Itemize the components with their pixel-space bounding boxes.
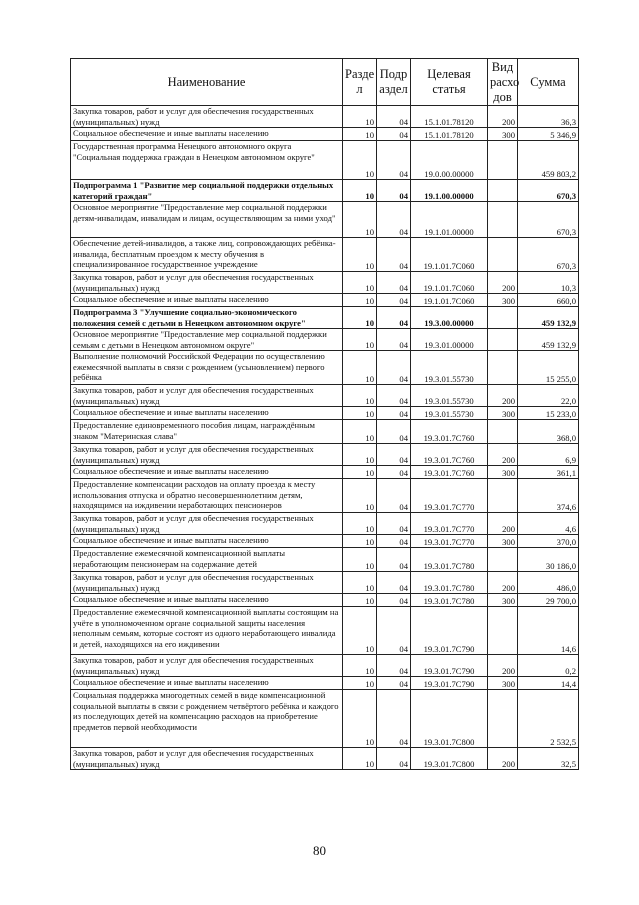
cell-name: Социальное обеспечение и иные выплаты населению: [71, 294, 343, 307]
cell-subsection: 04: [377, 272, 411, 294]
cell-article: 19.3.01.7С760: [411, 444, 488, 466]
cell-section: 10: [343, 748, 377, 770]
cell-subsection: 04: [377, 479, 411, 513]
cell-name: Основное мероприятие "Предоставление мер социальной поддержки семьям с детьми в Ненецком автономном округе": [71, 329, 343, 351]
cell-sum: 370,0: [518, 535, 579, 548]
cell-kind: 200: [488, 272, 518, 294]
cell-subsection: 04: [377, 535, 411, 548]
cell-article: 19.1.00.00000: [411, 180, 488, 202]
table-row: [71, 294, 579, 307]
cell-kind: 300: [488, 128, 518, 141]
cell-kind: [488, 548, 518, 572]
cell-kind: 200: [488, 748, 518, 770]
cell-subsection: 04: [377, 202, 411, 238]
cell-section: 10: [343, 444, 377, 466]
cell-subsection: 04: [377, 294, 411, 307]
cell-section: 10: [343, 180, 377, 202]
cell-name: Предоставление единовременного пособия лицам, награждённым знаком "Материнская слава": [71, 420, 343, 444]
cell-section: 10: [343, 307, 377, 329]
cell-section: 10: [343, 513, 377, 535]
cell-sum: 32,5: [518, 748, 579, 770]
cell-name: Социальное обеспечение и иные выплаты населению: [71, 128, 343, 141]
cell-article: 15.1.01.78120: [411, 128, 488, 141]
page-number: 80: [313, 843, 326, 858]
cell-kind: [488, 420, 518, 444]
cell-sum: 4,6: [518, 513, 579, 535]
cell-subsection: 04: [377, 594, 411, 607]
cell-article: 19.3.01.7С790: [411, 655, 488, 677]
cell-sum: 670,3: [518, 202, 579, 238]
cell-subsection: 04: [377, 180, 411, 202]
table-row: [71, 748, 579, 770]
cell-section: 10: [343, 690, 377, 748]
cell-subsection: 04: [377, 655, 411, 677]
cell-kind: 300: [488, 594, 518, 607]
table-row: [71, 535, 579, 548]
cell-kind: 200: [488, 572, 518, 594]
cell-name: Социальное обеспечение и иные выплаты населению: [71, 407, 343, 420]
cell-name: Социальное обеспечение и иные выплаты населению: [71, 594, 343, 607]
table-row: [71, 572, 579, 594]
cell-section: 10: [343, 106, 377, 128]
cell-article: 19.3.01.7С800: [411, 690, 488, 748]
table-row: [71, 329, 579, 351]
cell-subsection: 04: [377, 690, 411, 748]
cell-name: Предоставление ежемесячной компенсационной выплаты состоящим на учёте в уполномоченном органе социальной защиты населения неполным семьям, которые состоят из одного неработающего инвалида и детей, находящихся на его иждивении: [71, 607, 343, 655]
cell-article: 19.3.01.7С770: [411, 479, 488, 513]
cell-section: 10: [343, 351, 377, 385]
header-sum: Сумма: [518, 59, 579, 106]
budget-table: [70, 58, 579, 770]
cell-article: 19.3.01.7С760: [411, 466, 488, 479]
cell-sum: 2 532,5: [518, 690, 579, 748]
cell-section: 10: [343, 294, 377, 307]
table-row: [71, 655, 579, 677]
cell-kind: [488, 202, 518, 238]
cell-name: Подпрограмма 1 "Развитие мер социальной поддержки отдельных категорий граждан": [71, 180, 343, 202]
cell-section: 10: [343, 607, 377, 655]
cell-article: 19.3.01.7С800: [411, 748, 488, 770]
table-row: [71, 202, 579, 238]
cell-sum: 486,0: [518, 572, 579, 594]
cell-subsection: 04: [377, 141, 411, 180]
cell-name: Закупка товаров, работ и услуг для обеспечения государственных (муниципальных) нужд: [71, 572, 343, 594]
table-body: [71, 106, 579, 770]
table-row: [71, 407, 579, 420]
cell-article: 19.3.01.7С760: [411, 420, 488, 444]
cell-article: 19.3.01.7С780: [411, 572, 488, 594]
cell-subsection: 04: [377, 444, 411, 466]
cell-name: Подпрограмма 3 "Улучшение социально-экономического положения семей с детьми в Ненецком автономном округе": [71, 307, 343, 329]
cell-kind: [488, 607, 518, 655]
table-row: [71, 238, 579, 272]
cell-article: 19.3.01.7С790: [411, 677, 488, 690]
cell-section: 10: [343, 141, 377, 180]
cell-article: 19.3.01.7С780: [411, 548, 488, 572]
cell-name: Закупка товаров, работ и услуг для обеспечения государственных (муниципальных) нужд: [71, 385, 343, 407]
header-article: Целевая статья: [411, 59, 488, 106]
cell-article: 19.3.01.55730: [411, 385, 488, 407]
cell-section: 10: [343, 385, 377, 407]
cell-sum: 459 132,9: [518, 329, 579, 351]
header-subsection: Подр аздел: [377, 59, 411, 106]
cell-section: 10: [343, 238, 377, 272]
cell-kind: [488, 479, 518, 513]
cell-sum: 459 132,9: [518, 307, 579, 329]
cell-section: 10: [343, 272, 377, 294]
cell-sum: 14,6: [518, 607, 579, 655]
table-row: [71, 420, 579, 444]
cell-article: 19.3.01.7С770: [411, 513, 488, 535]
cell-subsection: 04: [377, 513, 411, 535]
cell-kind: 200: [488, 655, 518, 677]
cell-article: 15.1.01.78120: [411, 106, 488, 128]
table-row: [71, 385, 579, 407]
cell-name: Закупка товаров, работ и услуг для обеспечения государственных (муниципальных) нужд: [71, 272, 343, 294]
cell-sum: 374,6: [518, 479, 579, 513]
cell-article: 19.3.01.7С780: [411, 594, 488, 607]
cell-article: 19.3.01.7С770: [411, 535, 488, 548]
cell-kind: 300: [488, 677, 518, 690]
cell-article: 19.1.01.7С060: [411, 272, 488, 294]
cell-article: 19.0.00.00000: [411, 141, 488, 180]
cell-kind: 200: [488, 444, 518, 466]
cell-kind: [488, 238, 518, 272]
cell-sum: 670,3: [518, 180, 579, 202]
cell-kind: 200: [488, 513, 518, 535]
cell-name: Социальное обеспечение и иные выплаты населению: [71, 677, 343, 690]
cell-name: Обеспечение детей-инвалидов, а также лиц, сопровождающих ребёнка-инвалида, бесплатным проездом к месту обучения в специализированное государственное учреждение: [71, 238, 343, 272]
table-row: [71, 106, 579, 128]
cell-subsection: 04: [377, 128, 411, 141]
cell-subsection: 04: [377, 351, 411, 385]
cell-name: Выполнение полномочий Российской Федерации по осуществлению ежемесячной выплаты в связи с рождением (усыновлением) первого ребёнка: [71, 351, 343, 385]
cell-subsection: 04: [377, 748, 411, 770]
cell-article: 19.3.01.00000: [411, 329, 488, 351]
table-row: [71, 466, 579, 479]
cell-sum: 29 700,0: [518, 594, 579, 607]
table-row: [71, 513, 579, 535]
cell-subsection: 04: [377, 548, 411, 572]
cell-article: 19.3.01.7С790: [411, 607, 488, 655]
cell-section: 10: [343, 479, 377, 513]
cell-kind: 300: [488, 294, 518, 307]
cell-name: Предоставление ежемесячной компенсационной выплаты неработающим пенсионерам на содержание детей: [71, 548, 343, 572]
table-row: [71, 548, 579, 572]
header-name: Наименование: [71, 59, 343, 106]
table-row: [71, 180, 579, 202]
cell-section: 10: [343, 535, 377, 548]
cell-sum: 36,3: [518, 106, 579, 128]
table-row: [71, 272, 579, 294]
table-row: [71, 594, 579, 607]
cell-name: Закупка товаров, работ и услуг для обеспечения государственных (муниципальных) нужд: [71, 106, 343, 128]
table-row: [71, 128, 579, 141]
cell-kind: [488, 351, 518, 385]
cell-sum: 5 346,9: [518, 128, 579, 141]
cell-section: 10: [343, 407, 377, 420]
cell-article: 19.1.01.00000: [411, 202, 488, 238]
cell-sum: 15 255,0: [518, 351, 579, 385]
cell-sum: 361,1: [518, 466, 579, 479]
cell-section: 10: [343, 202, 377, 238]
cell-name: Основное мероприятие "Предоставление мер социальной поддержки детям-инвалидам, инвалидам и лицам, осуществляющим за ними уход": [71, 202, 343, 238]
table-row: [71, 307, 579, 329]
cell-sum: 10,3: [518, 272, 579, 294]
cell-sum: 22,0: [518, 385, 579, 407]
cell-subsection: 04: [377, 106, 411, 128]
table-row: [71, 677, 579, 690]
cell-section: 10: [343, 128, 377, 141]
cell-article: 19.3.01.55730: [411, 407, 488, 420]
cell-article: 19.1.01.7С060: [411, 238, 488, 272]
cell-section: 10: [343, 594, 377, 607]
cell-sum: 6,9: [518, 444, 579, 466]
cell-article: 19.3.01.55730: [411, 351, 488, 385]
cell-sum: 368,0: [518, 420, 579, 444]
cell-sum: 670,3: [518, 238, 579, 272]
cell-kind: 300: [488, 535, 518, 548]
cell-subsection: 04: [377, 329, 411, 351]
cell-article: 19.1.01.7С060: [411, 294, 488, 307]
cell-subsection: 04: [377, 677, 411, 690]
cell-kind: [488, 307, 518, 329]
cell-name: Закупка товаров, работ и услуг для обеспечения государственных (муниципальных) нужд: [71, 513, 343, 535]
table-row: [71, 607, 579, 655]
cell-kind: 200: [488, 106, 518, 128]
cell-subsection: 04: [377, 420, 411, 444]
table-row: [71, 351, 579, 385]
cell-section: 10: [343, 548, 377, 572]
table-row: [71, 141, 579, 180]
cell-subsection: 04: [377, 385, 411, 407]
cell-sum: 0,2: [518, 655, 579, 677]
cell-sum: 660,0: [518, 294, 579, 307]
cell-sum: 459 803,2: [518, 141, 579, 180]
cell-kind: [488, 329, 518, 351]
cell-subsection: 04: [377, 466, 411, 479]
cell-name: Социальная поддержка многодетных семей в виде компенсационной социальной выплаты в связи с рождением четвёртого ребёнка и каждого из последующих детей на компенсацию расходов на приобретение предметов первой необходимости: [71, 690, 343, 748]
cell-name: Закупка товаров, работ и услуг для обеспечения государственных (муниципальных) нужд: [71, 444, 343, 466]
cell-kind: [488, 690, 518, 748]
cell-section: 10: [343, 329, 377, 351]
cell-section: 10: [343, 420, 377, 444]
cell-section: 10: [343, 655, 377, 677]
cell-subsection: 04: [377, 607, 411, 655]
cell-sum: 15 233,0: [518, 407, 579, 420]
cell-sum: 14,4: [518, 677, 579, 690]
cell-subsection: 04: [377, 572, 411, 594]
cell-subsection: 04: [377, 407, 411, 420]
cell-name: Закупка товаров, работ и услуг для обеспечения государственных (муниципальных) нужд: [71, 748, 343, 770]
cell-kind: 200: [488, 385, 518, 407]
table-row: [71, 479, 579, 513]
cell-kind: [488, 141, 518, 180]
cell-subsection: 04: [377, 238, 411, 272]
cell-subsection: 04: [377, 307, 411, 329]
cell-kind: 300: [488, 407, 518, 420]
cell-article: 19.3.00.00000: [411, 307, 488, 329]
cell-sum: 30 186,0: [518, 548, 579, 572]
cell-kind: [488, 180, 518, 202]
cell-name: Социальное обеспечение и иные выплаты населению: [71, 466, 343, 479]
cell-section: 10: [343, 677, 377, 690]
cell-name: Закупка товаров, работ и услуг для обеспечения государственных (муниципальных) нужд: [71, 655, 343, 677]
cell-kind: 300: [488, 466, 518, 479]
header-kind: Вид расхо дов: [488, 59, 518, 106]
table-row: [71, 444, 579, 466]
cell-name: Предоставление компенсации расходов на оплату проезда к месту использования отпуска и обратно несовершеннолетним детям, находящимся на иждивении неработающих пенсионеров: [71, 479, 343, 513]
table-row: [71, 690, 579, 748]
header-section: Разде л: [343, 59, 377, 106]
cell-section: 10: [343, 572, 377, 594]
cell-section: 10: [343, 466, 377, 479]
cell-name: Социальное обеспечение и иные выплаты населению: [71, 535, 343, 548]
table-header-row: [71, 59, 579, 106]
cell-name: Государственная программа Ненецкого автономного округа "Социальная поддержка граждан в Ненецком автономном округе": [71, 141, 343, 180]
